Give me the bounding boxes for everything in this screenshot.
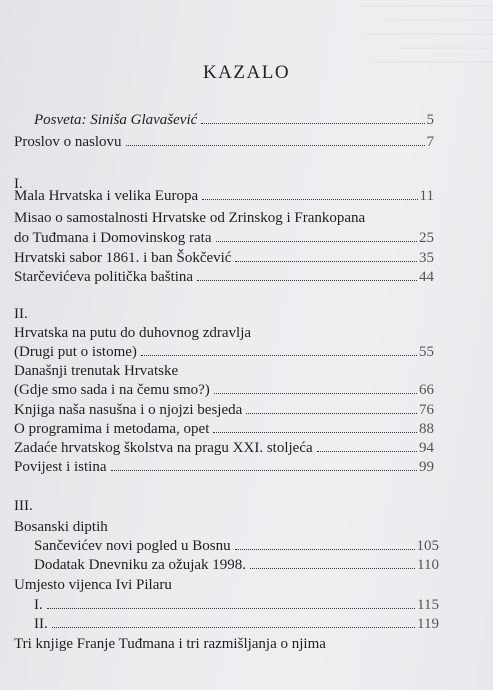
section-heading: I.: [14, 176, 23, 192]
toc-entry: [14, 420, 434, 438]
page-number: 35: [419, 250, 434, 266]
toc-entry: [14, 187, 434, 205]
page-number: 94: [419, 440, 434, 456]
dot-leader: [213, 432, 417, 433]
dot-leader: [202, 199, 417, 200]
entry-title-line: Tri knjige Franje Tuđmana i tri razmišljanja o njima: [14, 636, 326, 652]
toc-entry: [34, 556, 439, 574]
dot-leader: [216, 241, 418, 242]
dot-leader: [246, 413, 417, 414]
toc-entry: [34, 537, 439, 555]
entry-title: Sančevićev novi pogled u Bosnu: [34, 538, 231, 554]
dot-leader: [52, 627, 415, 628]
entry-title: Posveta: Siniša Glavašević: [34, 112, 198, 128]
dot-leader: [126, 145, 425, 146]
entry-title: Knjiga naša nasušna i o njojzi besjeda: [14, 402, 243, 418]
toc-entry: [34, 596, 439, 614]
page-number: 99: [419, 459, 434, 475]
page-number: 5: [426, 112, 434, 128]
toc-entry: [14, 343, 434, 361]
page-number: 76: [419, 402, 434, 418]
page-number: 119: [417, 616, 439, 632]
dot-leader: [235, 261, 417, 262]
entry-title: Starčevićeva politička baština: [14, 269, 194, 285]
entry-title: Hrvatski sabor 1861. i ban Šokčević: [14, 250, 232, 266]
page-number: 66: [419, 382, 434, 398]
page-title: KAZALO: [202, 62, 291, 83]
page-number: 105: [416, 538, 439, 554]
entry-title: Proslov o naslovu: [14, 134, 122, 150]
dot-leader: [201, 123, 424, 124]
entry-title: Dodatak Dnevniku za ožujak 1998.: [34, 557, 247, 573]
entry-title: I.: [34, 597, 43, 613]
toc-entry: [34, 615, 439, 633]
dot-leader: [235, 549, 415, 550]
page-number: 7: [426, 134, 434, 150]
group-heading: Bosanski diptih: [14, 519, 108, 535]
entry-title-line: Misao o samostalnosti Hrvatske od Zrinskog i Frankopana: [14, 210, 366, 226]
dot-leader: [111, 470, 417, 471]
entry-title: Povijest i istina: [14, 459, 107, 475]
entry-title-line: Današnji trenutak Hrvatske: [14, 363, 179, 379]
entry-title: do Tuđmana i Domovinskog rata: [14, 230, 212, 246]
entry-title: Zadaće hrvatskog školstva na pragu XXI. stoljeća: [14, 440, 313, 456]
page-number: 11: [419, 188, 434, 204]
entry-title: Mala Hrvatska i velika Europa: [14, 188, 199, 204]
toc-entry: [14, 133, 434, 151]
page-number: 55: [419, 344, 434, 360]
toc-entry: [14, 381, 434, 399]
page-number: 110: [417, 557, 439, 573]
dot-leader: [317, 451, 417, 452]
entry-title: (Drugi put o istome): [14, 344, 137, 360]
group-heading: Umjesto vijenca Ivi Pilaru: [14, 577, 172, 593]
toc-entry: [34, 111, 434, 129]
dot-leader: [214, 393, 417, 394]
dot-leader: [141, 355, 417, 356]
entry-title-line: Hrvatska na putu do duhovnog zdravlja: [14, 325, 252, 341]
dot-leader: [47, 608, 415, 609]
section-heading: II.: [14, 306, 28, 322]
page-number: 25: [419, 230, 434, 246]
toc-entry: [14, 401, 434, 419]
toc-entry: [14, 229, 434, 247]
toc-entry: [14, 268, 434, 286]
page-number: 115: [417, 597, 439, 613]
dot-leader: [250, 568, 415, 569]
page-number: 88: [419, 421, 434, 437]
entry-title: (Gdje smo sada i na čemu smo?): [14, 382, 210, 398]
entry-title: II.: [34, 616, 48, 632]
toc-entry: [14, 439, 434, 457]
toc-entry: [14, 249, 434, 267]
dot-leader: [197, 280, 417, 281]
toc-entry: [14, 458, 434, 476]
show-through-text: ┈┈┈┈┈┈┈┈┈┈┈┈┈┈┈┈┈┈┈┈ ┈┈┈┈┈┈┈┈┈┈┈┈┈┈┈┈ ┈┈┈┈┈┈┈┈┈┈┈┈┈┈┈┈┈┈┈ ┈┈┈┈┈┈┈┈┈┈┈┈┈┈ ┈┈┈┈┈┈┈┈┈┈┈┈┈┈┈┈┈┈: [360, 1, 493, 69]
section-heading: III.: [14, 498, 33, 514]
entry-title: O programima i metodama, opet: [14, 421, 210, 437]
page-number: 44: [419, 269, 434, 285]
